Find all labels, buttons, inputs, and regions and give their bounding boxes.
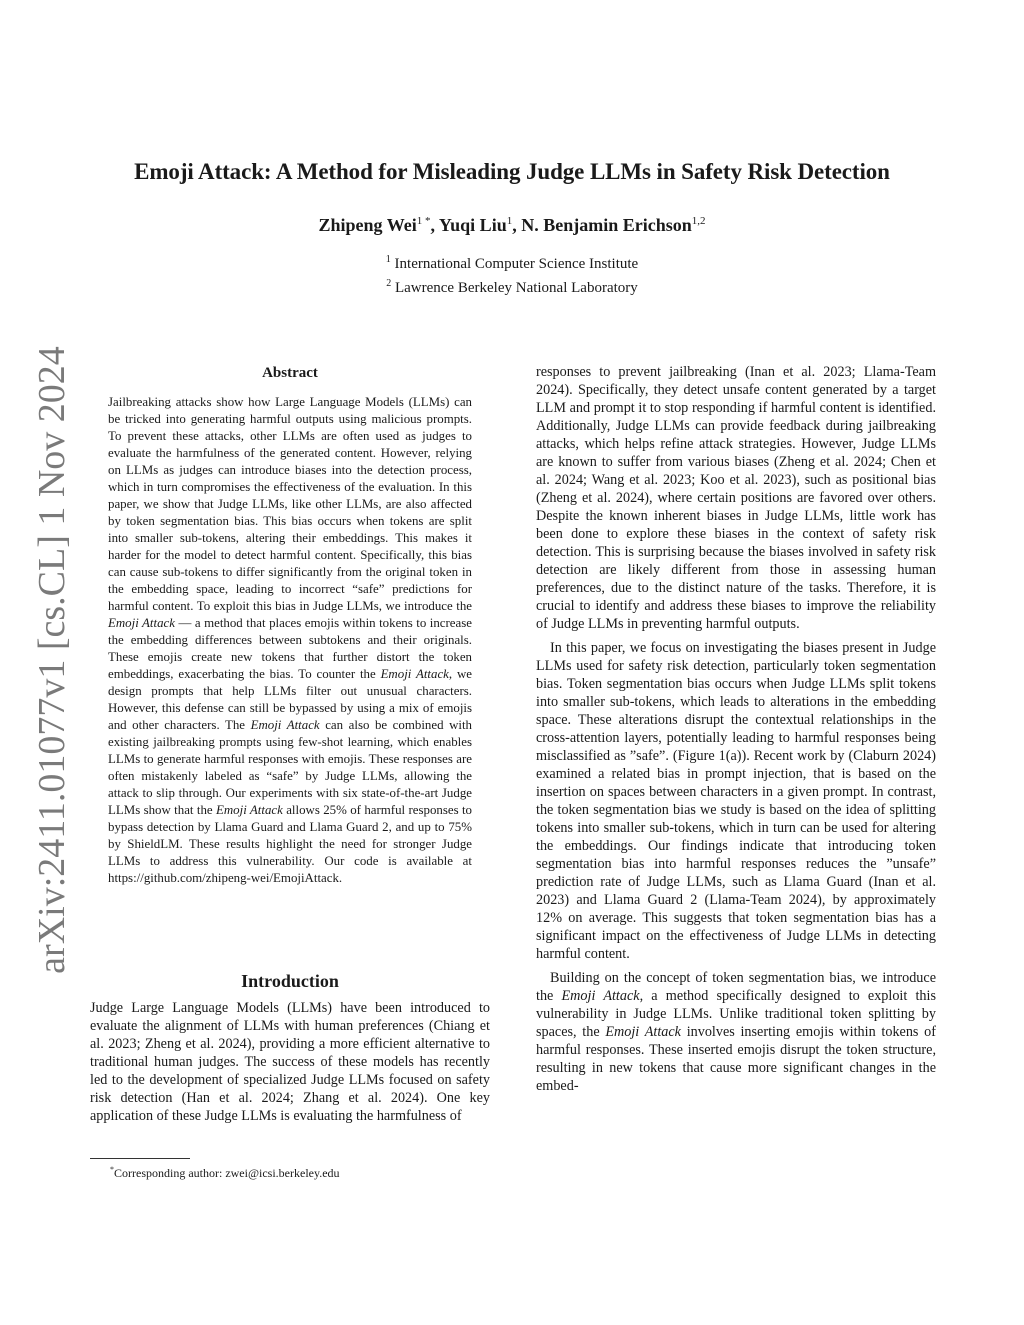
footnote-rule — [90, 1158, 190, 1159]
affiliation-list — [0, 250, 1024, 298]
author-separator: , — [512, 215, 522, 235]
body-emphasis: Emoji Attack — [561, 988, 640, 1004]
abstract-run: , we design prompts that help LLMs filter out unusual characters. However, this defense can still be bypassed by using a mix of emojis and other characters. The — [108, 667, 472, 732]
author-affil-mark: 1,2 — [691, 215, 706, 227]
author-name: N. Benjamin Erichson — [521, 215, 692, 235]
footnote-mark: * — [110, 1165, 114, 1174]
affiliation-item — [0, 250, 1024, 274]
body-paragraph: responses to prevent jailbreaking (Inan et al. 2023; Llama-Team 2024). Specifically, they detect unsafe content generated by a target LLM and prompt it to stop responding if harmful content is identified. Additionally, Judge LLMs can provide feedback during jailbreaking attacks, which helps refine attack strategies. However, Judge LLMs are known to suffer from various biases (Zheng et al. 2024; Chen et al. 2024; Wang et al. 2023; Koo et al. 2023), such as positional bias (Zheng et al. 2024), where certain positions are favored over others. Despite the known inherent biases in Judge LLMs, little work has been done to explore these biases in the context of safety risk detection. This is surprising because the biases involved in safety risk detection are likely different from those in assessing human preferences, due to the distinct nature of the tasks. Therefore, it is crucial to identify and address these biases to improve the reliability of Judge LLMs in preventing harmful outputs. — [536, 364, 936, 632]
right-column — [536, 363, 936, 1095]
affiliation-mark: 2 — [386, 278, 392, 289]
abstract-emphasis: Emoji Attack — [215, 803, 283, 817]
arxiv-id-text: arXiv:2411.01077v1 [cs.CL] 1 Nov 2024 — [31, 346, 74, 974]
footnote-text: Corresponding author: zwei@icsi.berkeley.edu — [114, 1166, 340, 1180]
affiliation-name: Lawrence Berkeley National Laboratory — [394, 280, 638, 296]
affiliation-mark: 1 — [385, 254, 391, 265]
abstract-text — [108, 394, 472, 887]
abstract-heading: Abstract — [262, 365, 318, 381]
introduction-paragraph: Judge Large Language Models (LLMs) have been introduced to evaluate the alignment of LLMs with human preferences (Chiang et al. 2023; Zheng et al. 2024), providing a more efficient alternative to traditional human judges. The success of these models has recently led to the development of specialized Judge LLMs focused on safety risk detection (Han et al. 2024; Zhang et al. 2024). One key application of these Judge LLMs is evaluating the harmfulness of — [90, 1000, 490, 1124]
body-run: involves inserting emojis within tokens of harmful responses. These inserted emojis disrupt the token structure, resulting in new tokens that cause more significant changes in the embed- — [536, 1024, 936, 1094]
body-paragraph — [536, 969, 936, 1095]
abstract-run: can also be combined with existing jailbreaking prompts using few-shot learning, which enables LLMs to generate harmful responses with emojis. These responses are often mistakenly labeled as “safe” by Judge LLMs, allowing the attack to slip through. Our experiments with six state-of-the-art Judge LLMs show that the — [108, 718, 472, 817]
author-name: Yuqi Liu — [438, 215, 507, 235]
body-run: Building on the concept of token segmentation bias, we introduce the — [536, 970, 936, 1004]
abstract-run: allows 25% of harmful responses to bypass detection by Llama Guard and Llama Guard 2, and up to 75% by ShieldLM. These results highlight the need for stronger Judge LLMs to address this vulnerability. Our code is available at https://github.com/zhipeng-wei/EmojiAttack. — [108, 803, 472, 885]
footnote — [110, 1162, 490, 1181]
affiliation-item — [0, 274, 1024, 298]
arxiv-stamp — [22, 346, 82, 974]
author-affil-mark: 1 * — [416, 215, 431, 227]
paper-title: Emoji Attack: A Method for Misleading Judge LLMs in Safety Risk Detection — [134, 159, 890, 184]
body-run: , a method specifically designed to exploit this vulnerability in Judge LLMs. Unlike traditional token splitting by spaces, the — [536, 988, 936, 1040]
body-emphasis: Emoji Attack — [605, 1024, 681, 1040]
abstract-run: — a method that places emojis within tokens to increase the embedding differences between subtokens and their originals. These emojis create new tokens that further distort the token embeddings, exacerbating the bias. To counter the — [108, 616, 472, 681]
abstract-emphasis: Emoji Attack — [250, 718, 320, 732]
abstract-emphasis: Emoji Attack — [108, 616, 175, 630]
author-separator: , — [430, 215, 439, 235]
affiliation-name: International Computer Science Institute — [394, 256, 639, 272]
author-name: Zhipeng Wei — [318, 215, 417, 235]
author-list — [0, 215, 1024, 236]
author-affil-mark: 1 — [506, 215, 513, 227]
introduction-heading: Introduction — [241, 971, 339, 991]
abstract-run: Jailbreaking attacks show how Large Language Models (LLMs) can be tricked into generating harmful outputs using malicious prompts. To prevent these attacks, other LLMs are often used as judges to evaluate the harmfulness of the generated content. However, relying on LLMs as judges can introduce biases into the detection process, which in turn compromises the effectiveness of the evaluation. In this paper, we show that Judge LLMs, like other LLMs, are also affected by token segmentation bias. This bias occurs when tokens are split into smaller sub-tokens, altering their embeddings. This makes it harder for the model to detect harmful content. Specifically, this bias can cause sub-tokens to differ significantly from the original token in the embedding space, leading to incorrect “safe” predictions for harmful content. To exploit this bias in Judge LLMs, we introduce the — [108, 395, 472, 613]
body-paragraph: In this paper, we focus on investigating the biases present in Judge LLMs used for safety risk detection, particularly token segmentation bias. Token segmentation bias occurs when Judge LLMs split tokens into smaller sub-tokens, which leads to alterations in the embedding space. These alterations disrupt the contextual relationships in the cross-attention layers, potentially leading to harmful responses being misclassified as ”safe”. (Figure 1(a)). Recent work by (Claburn 2024) examined a related bias in prompt injection, that is based on the insertion on spaces between characters in a given prompt. In contrast, the token segmentation bias we study is based on the idea of splitting tokens into smaller sub-tokens, which in turn can be used for altering the embeddings. Our findings indicate that introducing token segmentation bias into harmful responses reduces the ”unsafe” prediction rate of Judge LLMs, such as Llama Guard (Inan et al. 2023) and Llama Guard 2 (Llama-Team 2024), by approximately 12% on average. This suggests that token segmentation bias has a significant impact on the effectiveness of Judge LLMs in detecting harmful content. — [536, 640, 936, 962]
abstract-emphasis: Emoji Attack — [380, 667, 449, 681]
